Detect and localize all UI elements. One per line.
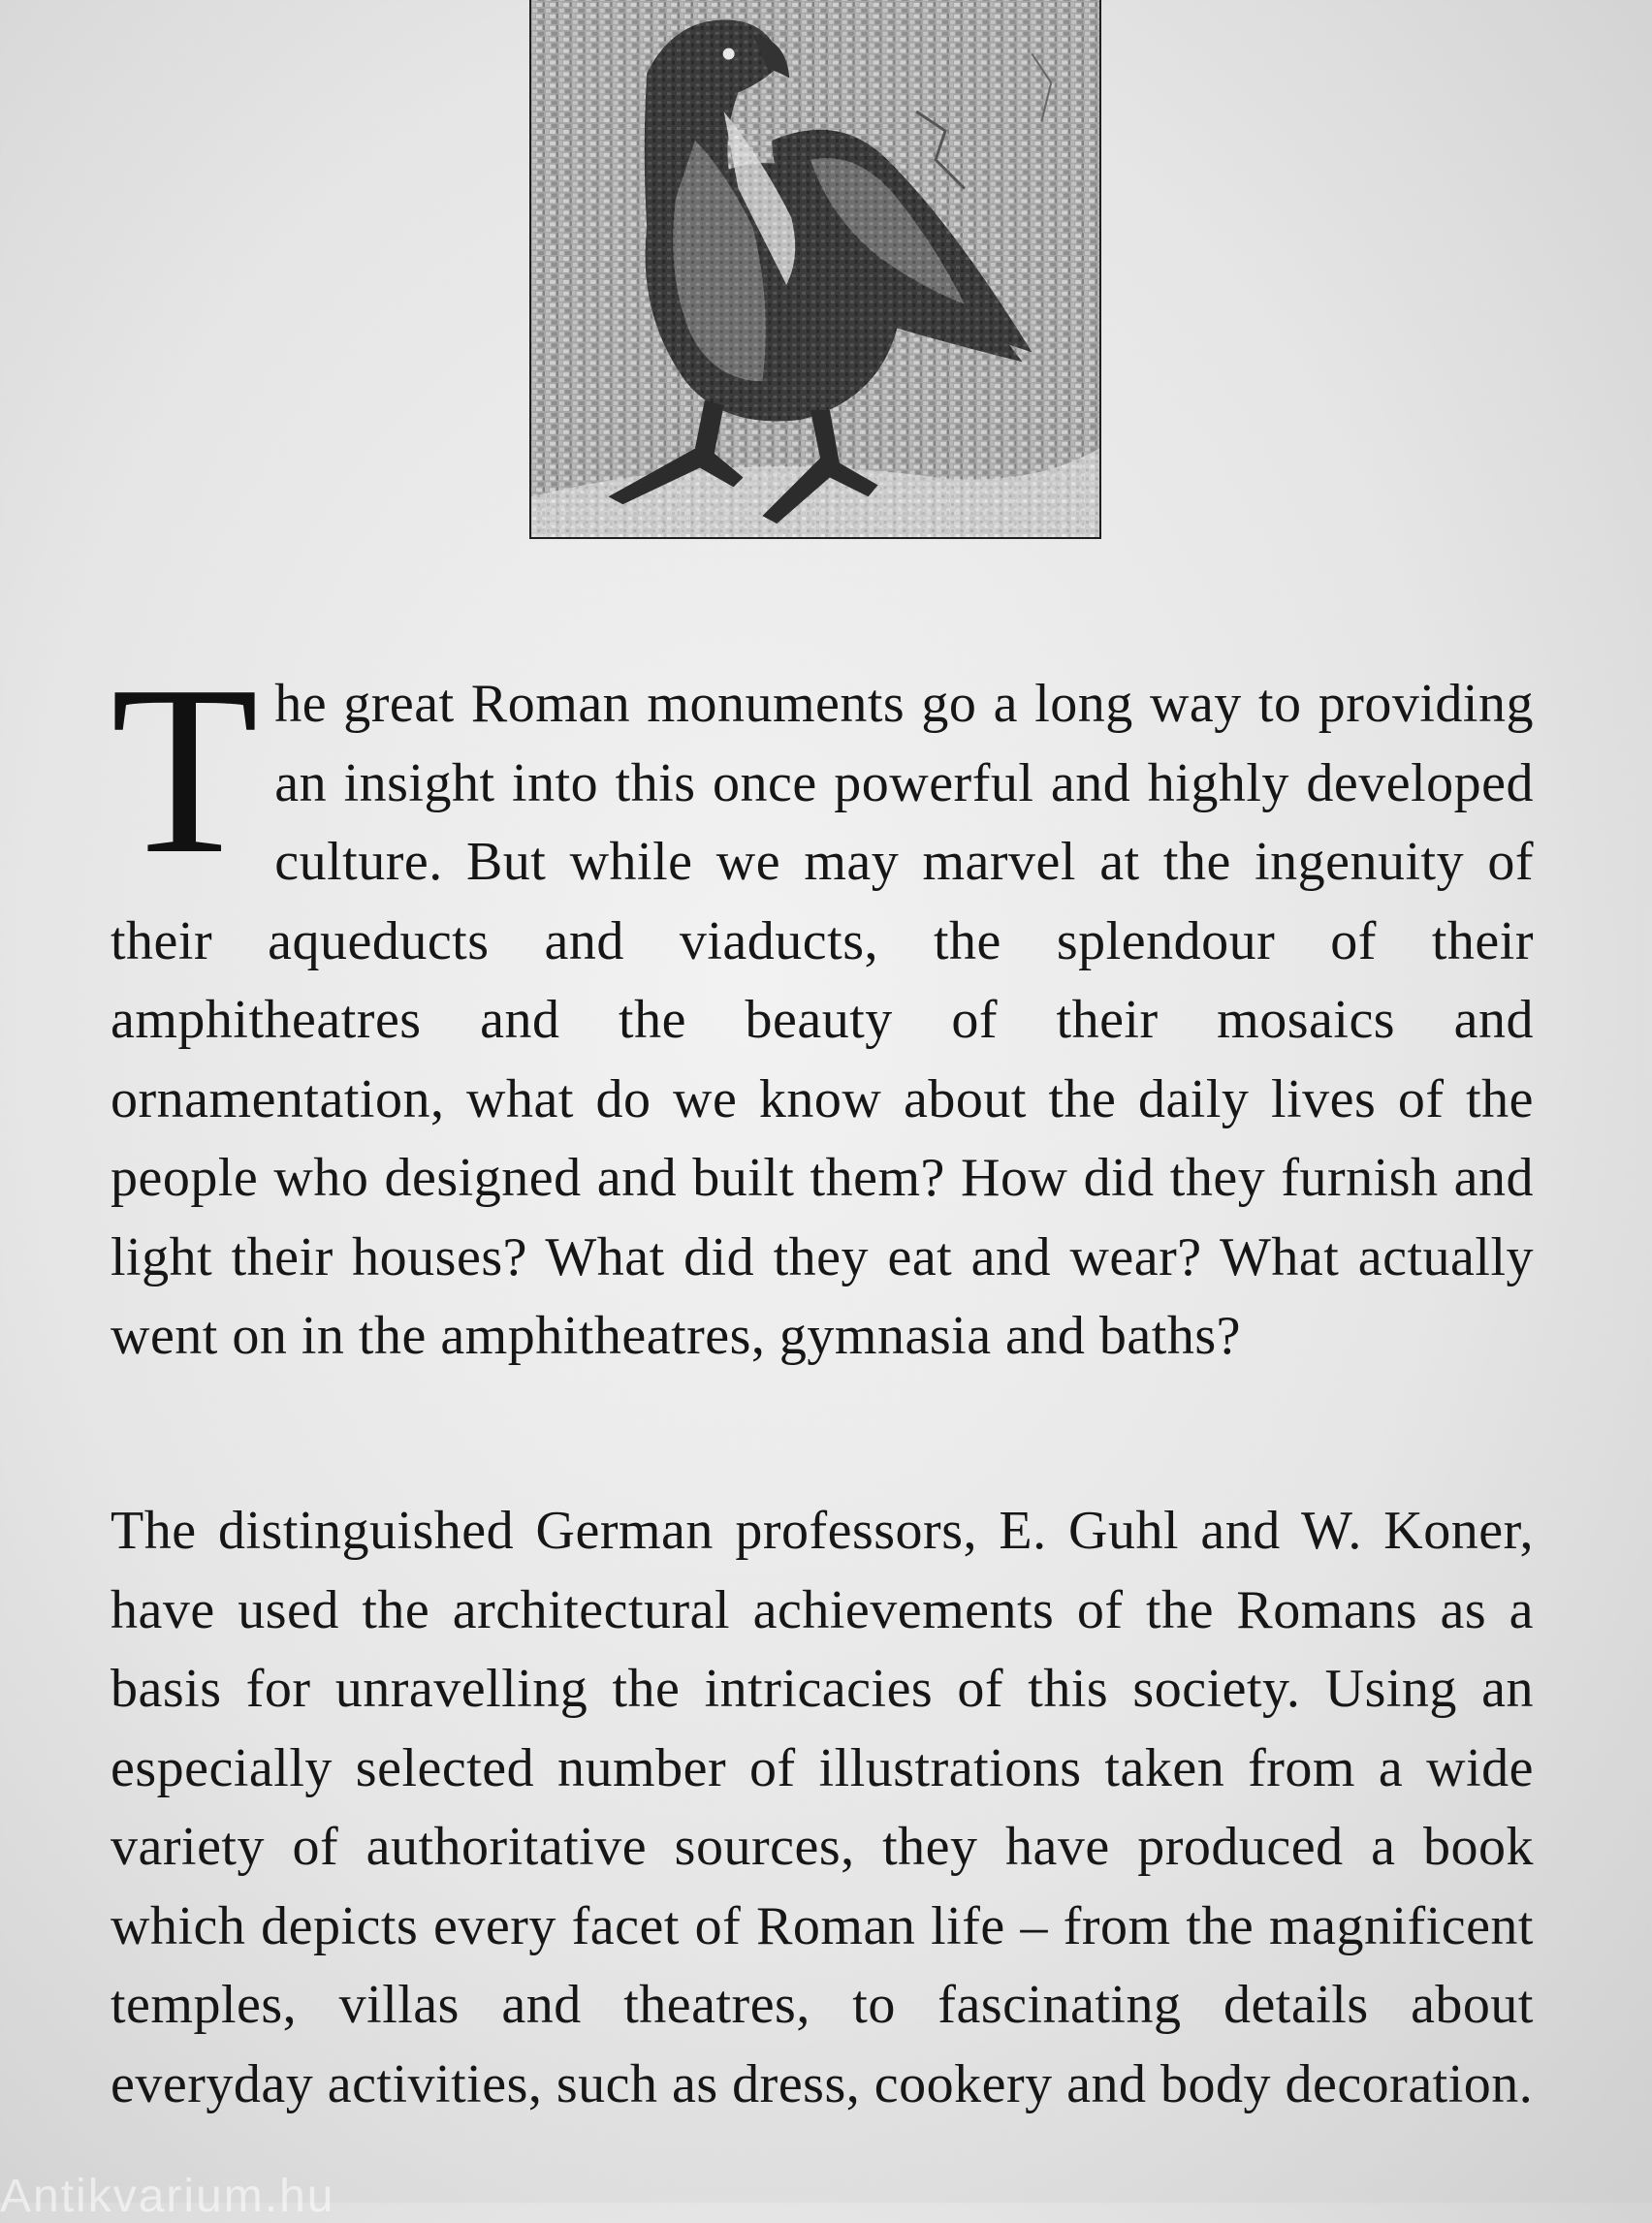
intro-paragraph-text: he great Roman monuments go a long way to providing an insight into this once powerful and highly developed culture. But while we may marvel at the ingenuity of their aqueducts and viaducts, the splendour of their amphitheatres and the beauty of their mosaics and ornamentation, what do we know about the daily lives of the people who designed and built them? How did they furnish and light their houses? What did they eat and wear? What actually went on in the amphitheatres, gymnasia and baths?: [111, 674, 1534, 1366]
intro-paragraph: [111, 636, 1534, 1377]
bird-mosaic-image: [529, 0, 1101, 539]
drop-cap-letter: T: [111, 636, 260, 905]
bird-mosaic-illustration: [531, 0, 1099, 537]
authors-paragraph: [111, 1492, 1534, 2124]
watermark-text: Antikvarium.hu: [0, 2171, 335, 2222]
authors-paragraph-text: The distinguished German professors, E. Guhl and W. Koner, have used the architectural achievements of the Romans as a basis for unravelling the intricacies of this society. Using an especially selected number of illustrations taken from a wide variety of authoritative sources, they have produced a book which depicts every facet of Roman life – from the magnificent temples, villas and theatres, to fascinating details about everyday activities, such as dress, cookery and body decoration.: [111, 1501, 1534, 2114]
